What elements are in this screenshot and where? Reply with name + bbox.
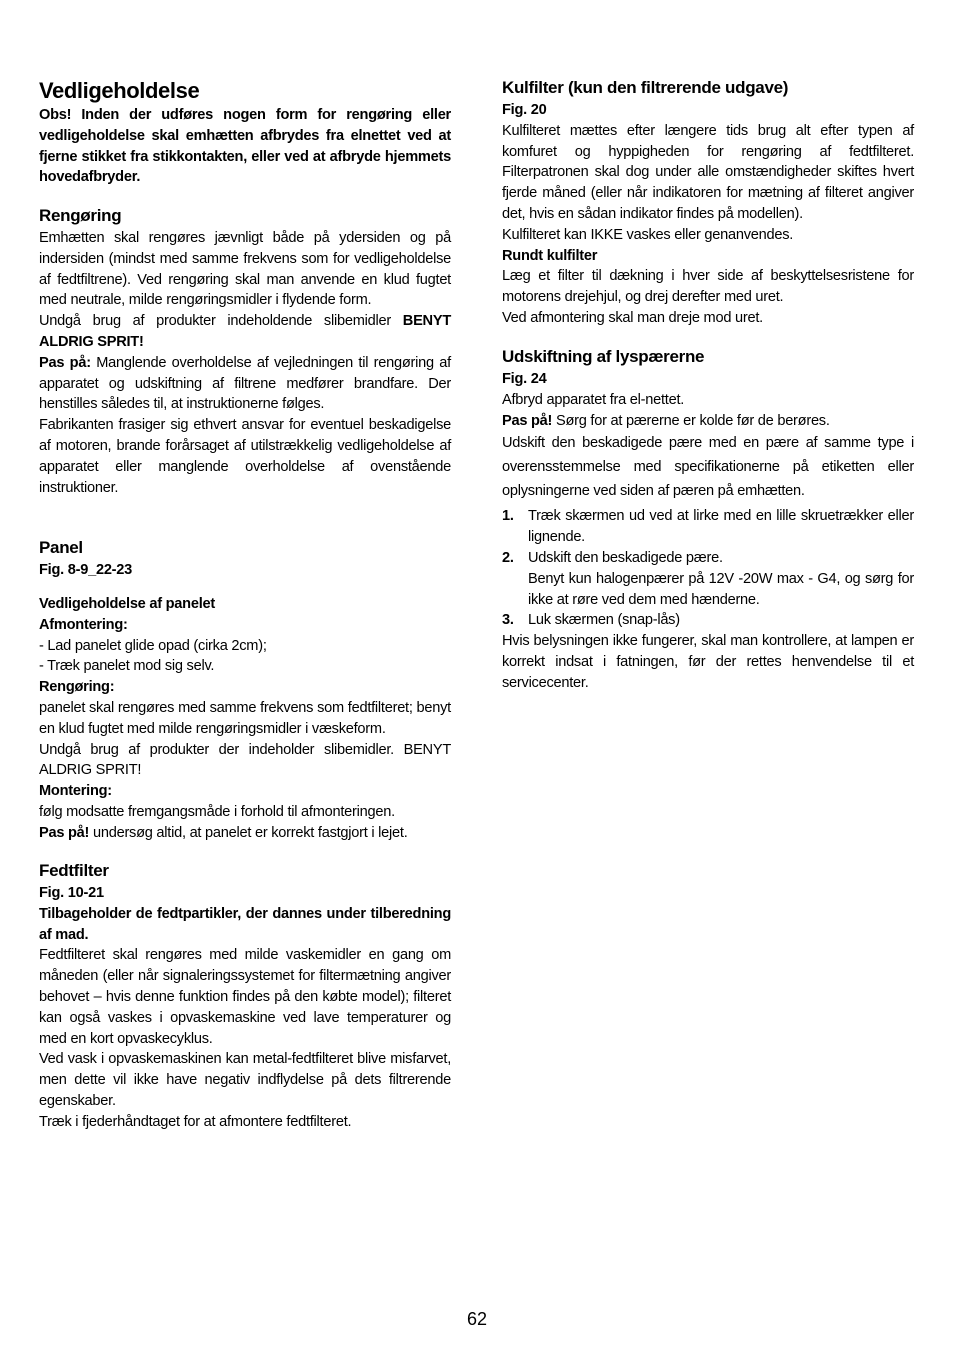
lyspaerer-p1: Afbryd apparatet fra el-nettet. [502,391,685,408]
step-item [502,506,914,548]
rengoring-p3-bold: Pas på: [39,354,91,371]
lyspaerer-heading: Udskiftning af lyspærerne [502,347,705,366]
rengoring-p2-text: Undgå brug af produkter indeholdende slibemidler [39,313,403,330]
rundt-p1: Læg et filter til dækning i hver side af beskyttelsesristene for motorens drejehjul, og drej derefter med uret. [502,268,914,306]
rengoring-p3-text: Manglende overholdelse af vejledningen til rengøring af apparatet og udskiftning af filtrene medfører brandfare. Der henstilles således til, at instruktionerne følges. [39,354,451,413]
rengoring-p1: Emhætten skal rengøres jævnligt både på ydersiden og på indersiden (mindst med samme frekvens som for vedligeholdelse af fedtfiltrene). Ved rengøring skal man anvende en klud fugtet med neutrale, milde rengøringsmidler i flydende form. [39,230,451,309]
fedtfilter-intro: Tilbageholder de fedtpartikler, der dannes under tilberedning af mad. [39,905,451,943]
step-continuation: Benyt kun halogenpærer på 12V -20W max - G4, og sørg for ikke at røre ved dem med hænderne. [528,570,914,608]
rundt-p2: Ved afmontering skal man dreje mod uret. [502,309,763,326]
fedtfilter-p2: Ved vask i opvaskemaskinen kan metal-fedtfilteret blive misfarvet, men dette vil ikke have negativ indflydelse på dets filtrerende egenskaber. [39,1051,451,1109]
page-title: Vedligeholdelse [39,78,200,103]
montering-text: følg modsatte fremgangsmåde i forhold til afmonteringen. [39,803,395,820]
lyspaerer-closing: Hvis belysningen ikke fungerer, skal man kontrollere, at lampen er korrekt indsat i fatningen, før der rettes henvendelse til et servicecenter. [502,633,914,691]
lyspaerer-fig: Fig. 24 [502,371,547,387]
montering-label: Montering: [39,783,112,800]
fedtfilter-p1: Fedtfilteret skal rengøres med milde vaskemidler en gang om måneden (eller når signaleringssystemet for filtermætning angiver behovet – hvis denne funktion findes på den købte model); filteret kan også vaskes i opvaskemaskine ved lave temperaturer og med en kort opvaskecyklus. [39,947,451,1047]
step-number: 3. [502,612,514,629]
step-text: Udskift den beskadigede pære. [528,549,723,566]
afmontering-label: Afmontering: [39,616,128,633]
afmontering-line2: - Træk panelet mod sig selv. [39,658,215,675]
fedtfilter-section [39,883,451,1133]
panel-fig: Fig. 8-9_22-23 [39,562,133,578]
kulfilter-p1: Kulfilteret mættes efter længere tids brug alt efter typen af komfuret og hyppigheden for rengøring af fedtfilteret. Filterpatronen skal dog under alle omstændigheder skiftes hvert fjerde måned (eller når indikatoren for mætning af filteret angiver det, hvis en sådan indikator findes på modellen). [502,122,914,222]
lyspaerer-pas-text: Sørg for at pærerne er kolde før de berøres. [552,412,830,429]
kulfilter-section [502,100,914,329]
rengoring-p2 [39,311,451,353]
rengoring-p4: Fabrikanten frasiger sig ethvert ansvar for eventuel beskadigelse af motoren, brande forårsaget af utilstrækkelig vedligeholdelse af apparatet eller manglende overholdelse af ovenstående instruktioner. [39,417,451,496]
rundt-kulfilter-label: Rundt kulfilter [502,247,598,264]
panel-rengoring-text2: Undgå brug af produkter der indeholder slibemidler. BENYT ALDRIG SPRIT! [39,741,451,779]
step-text: Luk skærmen (snap-lås) [528,612,680,629]
step-number: 1. [502,508,514,525]
rengoring-section [39,228,451,498]
panel-section [39,594,451,844]
rengoring-p2-bold: BENYT ALDRIG SPRIT! [39,313,451,350]
lyspaerer-p2: Udskift den beskadigede pære med en pære af samme type i overensstemmelse med specifikationerne på etiketten eller oplysningerne ved siden af pæren på emhætten. [502,435,914,500]
page-number: 62 [466,1309,488,1329]
fedtfilter-heading: Fedtfilter [39,861,109,880]
panel-heading: Panel [39,538,83,557]
step-text: Træk skærmen ud ved at lirke med en lille skruetrækker eller lignende. [528,508,914,546]
kulfilter-heading: Kulfilter (kun den filtrerende udgave) [502,78,789,97]
afmontering-line1: - Lad panelet glide opad (cirka 2cm); [39,637,267,654]
lyspaerer-pas-paa [502,411,914,432]
panel-pas-text: undersøg altid, at panelet er korrekt fastgjort i lejet. [89,824,408,841]
step-item [502,548,914,569]
step-number: 2. [502,549,514,566]
step-item [502,610,914,631]
panel-rengoring-label: Rengøring: [39,679,115,696]
kulfilter-fig: Fig. 20 [502,102,547,118]
rengoring-heading: Rengøring [39,206,122,225]
panel-subheading: Vedligeholdelse af panelet [39,596,215,612]
fedtfilter-p3: Træk i fjederhåndtaget for at afmontere fedtfilteret. [39,1113,352,1130]
panel-pas-paa [39,823,451,844]
panel-rengoring-text: panelet skal rengøres med samme frekvens som fedtfilteret; benyt en klud fugtet med milde rengøringsmidler i væskeform. [39,699,451,737]
fedtfilter-fig: Fig. 10-21 [39,885,104,901]
warning-text: Obs! Inden der udføres nogen form for rengøring eller vedligeholdelse skal emhætten afbrydes fra elnettet ved at fjerne stikket fra stikkontakten, eller ved at afbryde hjemmets hovedafbryder. [39,107,451,186]
panel-pas-bold: Pas på! [39,824,90,841]
rengoring-p3 [39,353,451,415]
lyspaerer-pas-bold: Pas på! [502,412,553,429]
lyspaerer-section [502,369,914,694]
kulfilter-p2: Kulfilteret kan IKKE vaskes eller genanvendes. [502,226,794,243]
